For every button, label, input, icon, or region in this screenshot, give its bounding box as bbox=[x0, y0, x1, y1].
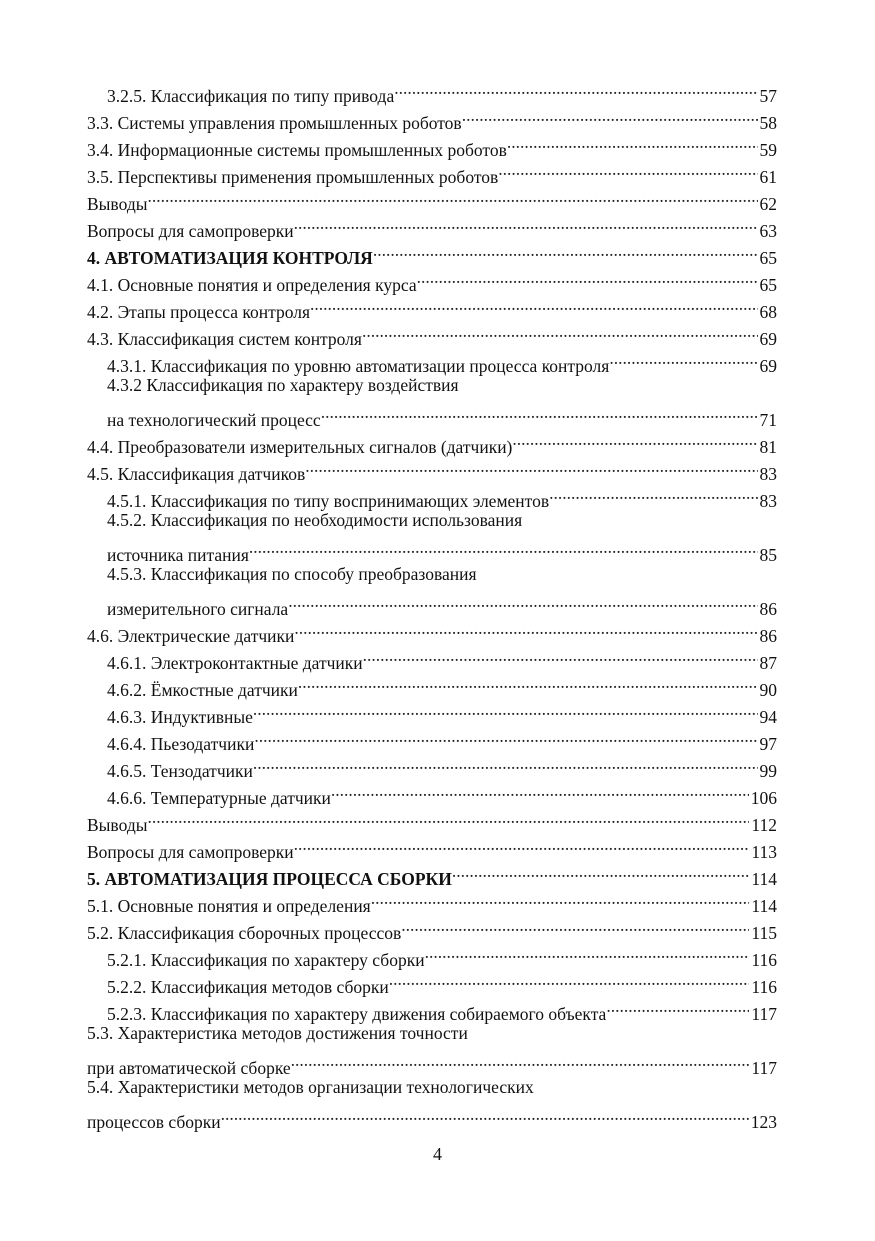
toc-entry-page: 59 bbox=[759, 140, 777, 160]
toc-entry-page: 58 bbox=[759, 113, 777, 133]
page-number: 4 bbox=[433, 1144, 442, 1164]
toc-entry-page: 69 bbox=[759, 329, 777, 349]
toc-entry-title: Вопросы для самопроверки bbox=[87, 842, 294, 862]
toc-entry[interactable] bbox=[87, 1020, 777, 1047]
dot-leader bbox=[462, 102, 758, 129]
toc-entry-title: 3.2.5. Классификация по типу привода bbox=[107, 86, 395, 106]
dot-leader bbox=[371, 885, 750, 912]
dot-leader bbox=[221, 1101, 749, 1128]
dot-leader bbox=[417, 264, 758, 291]
dot-leader bbox=[298, 669, 758, 696]
toc-entry-title: 4.5.1. Классификация по типу воспринимающих элементов bbox=[107, 491, 550, 511]
toc-entry-title: 4.6.4. Пьезодатчики bbox=[107, 734, 255, 754]
toc-entry-title: 4.4. Преобразователи измерительных сигналов (датчики) bbox=[87, 437, 513, 457]
toc-entry-page: 117 bbox=[751, 1058, 777, 1078]
dot-leader bbox=[609, 345, 757, 372]
toc-entry-title: 4.3. Классификация систем контроля bbox=[87, 329, 362, 349]
dot-leader bbox=[294, 831, 750, 858]
toc-entry-page: 86 bbox=[759, 599, 777, 619]
toc-entry-title: 5.2. Классификация сборочных процессов bbox=[87, 923, 402, 943]
toc-entry-title: 5.4. Характеристики методов организации технологических bbox=[87, 1077, 534, 1097]
toc-entry-title: 4.5.3. Классификация по способу преобразования bbox=[107, 564, 477, 584]
toc-entry-page: 61 bbox=[759, 167, 777, 187]
toc-entry-page: 114 bbox=[751, 896, 777, 916]
toc-entry-title: на технологический процесс bbox=[107, 410, 321, 430]
toc-entry-title: 4.3.2 Классификация по характеру воздействия bbox=[107, 375, 459, 395]
toc-entry-page: 106 bbox=[750, 788, 777, 808]
dot-leader bbox=[310, 291, 757, 318]
toc-entry-page: 85 bbox=[759, 545, 777, 565]
toc-entry-title: 5.2.3. Классификация по характеру движения собираемого объекта bbox=[107, 1004, 607, 1024]
dot-leader bbox=[249, 534, 758, 561]
toc-entry-title: 3.5. Перспективы применения промышленных роботов bbox=[87, 167, 499, 187]
toc-entry-page: 68 bbox=[759, 302, 777, 322]
dot-leader bbox=[294, 615, 757, 642]
dot-leader bbox=[253, 750, 758, 777]
dot-leader bbox=[147, 804, 749, 831]
toc-entry-page: 81 bbox=[759, 437, 777, 457]
toc-entry-page: 114 bbox=[751, 869, 777, 889]
toc-entry-page: 57 bbox=[759, 86, 777, 106]
toc-entry-title: 4.3.1. Классификация по уровню автоматизации процесса контроля bbox=[107, 356, 610, 376]
toc-entry-title: 4.5.2. Классификация по необходимости использования bbox=[107, 510, 523, 530]
dot-leader bbox=[305, 453, 757, 480]
toc-entry[interactable] bbox=[87, 1101, 777, 1132]
toc-entry[interactable] bbox=[87, 210, 777, 241]
toc-entry-page: 90 bbox=[759, 680, 777, 700]
toc-entry[interactable] bbox=[87, 372, 777, 399]
toc-entry-page: 83 bbox=[759, 491, 777, 511]
toc-entry-title: 4.6.2. Ёмкостные датчики bbox=[107, 680, 298, 700]
toc-entry-page: 69 bbox=[759, 356, 777, 376]
toc-entry-page: 117 bbox=[751, 1004, 777, 1024]
dot-leader bbox=[452, 858, 750, 885]
toc-entry-page: 99 bbox=[759, 761, 777, 781]
toc-entry-title: измерительного сигнала bbox=[107, 599, 289, 619]
toc-entry-title: 4.5. Классификация датчиков bbox=[87, 464, 306, 484]
toc-entry[interactable] bbox=[87, 1047, 777, 1078]
toc-entry-title: 5.1. Основные понятия и определения bbox=[87, 896, 371, 916]
toc-entry-page: 71 bbox=[759, 410, 777, 430]
toc-entry[interactable] bbox=[87, 507, 777, 534]
toc-entry-title: 3.3. Системы управления промышленных роботов bbox=[87, 113, 462, 133]
toc-entry-page: 86 bbox=[759, 626, 777, 646]
toc-entry-page: 65 bbox=[759, 248, 777, 268]
dot-leader bbox=[512, 426, 757, 453]
toc-entry-title: 3.4. Информационные системы промышленных роботов bbox=[87, 140, 507, 160]
toc-entry-page: 115 bbox=[751, 923, 777, 943]
toc-entry-page: 97 bbox=[759, 734, 777, 754]
toc-entry-title: 4.2. Этапы процесса контроля bbox=[87, 302, 311, 322]
toc-entry-title: 5. АВТОМАТИЗАЦИЯ ПРОЦЕССА СБОРКИ bbox=[87, 869, 452, 889]
dot-leader bbox=[147, 183, 757, 210]
table-of-contents bbox=[87, 75, 777, 1132]
toc-entry[interactable] bbox=[87, 534, 777, 565]
toc-entry-page: 87 bbox=[759, 653, 777, 673]
dot-leader bbox=[331, 777, 749, 804]
toc-entry[interactable] bbox=[87, 588, 777, 619]
dot-leader bbox=[291, 1047, 750, 1074]
toc-entry-page: 65 bbox=[759, 275, 777, 295]
toc-entry[interactable] bbox=[87, 1074, 777, 1101]
toc-entry-title: 4.6.6. Температурные датчики bbox=[107, 788, 331, 808]
dot-leader bbox=[253, 696, 758, 723]
toc-entry-title: 4.6. Электрические датчики bbox=[87, 626, 295, 646]
toc-entry-title: источника питания bbox=[107, 545, 249, 565]
toc-entry-title: 5.2.2. Классификация методов сборки bbox=[107, 977, 389, 997]
toc-entry-page: 94 bbox=[759, 707, 777, 727]
toc-entry-title: Вопросы для самопроверки bbox=[87, 221, 294, 241]
dot-leader bbox=[425, 939, 750, 966]
toc-entry[interactable] bbox=[87, 831, 777, 862]
dot-leader bbox=[507, 129, 758, 156]
toc-entry-page: 123 bbox=[750, 1112, 777, 1132]
dot-leader bbox=[288, 588, 757, 615]
dot-leader bbox=[294, 210, 758, 237]
toc-entry-page: 63 bbox=[759, 221, 777, 241]
toc-entry-title: 5.2.1. Классификация по характеру сборки bbox=[107, 950, 425, 970]
toc-entry[interactable] bbox=[87, 399, 777, 430]
dot-leader bbox=[389, 966, 750, 993]
toc-entry[interactable] bbox=[87, 183, 777, 214]
toc-entry-title: Выводы bbox=[87, 194, 148, 214]
toc-entry-page: 116 bbox=[751, 977, 777, 997]
toc-entry-title: 4.6.3. Индуктивные bbox=[107, 707, 253, 727]
toc-entry-page: 116 bbox=[751, 950, 777, 970]
toc-entry-page: 83 bbox=[759, 464, 777, 484]
dot-leader bbox=[321, 399, 758, 426]
toc-entry-page: 112 bbox=[751, 815, 777, 835]
toc-entry-page: 113 bbox=[751, 842, 777, 862]
dot-leader bbox=[549, 480, 757, 507]
toc-entry-title: 4. АВТОМАТИЗАЦИЯ КОНТРОЛЯ bbox=[87, 248, 373, 268]
dot-leader bbox=[373, 237, 758, 264]
toc-entry-title: Выводы bbox=[87, 815, 148, 835]
toc-entry[interactable] bbox=[87, 75, 777, 106]
toc-entry-title: процессов сборки bbox=[87, 1112, 221, 1132]
dot-leader bbox=[606, 993, 749, 1020]
toc-entry[interactable] bbox=[87, 804, 777, 835]
dot-leader bbox=[498, 156, 757, 183]
toc-entry-page: 62 bbox=[759, 194, 777, 214]
toc-entry-title: 4.6.5. Тензодатчики bbox=[107, 761, 253, 781]
toc-entry-title: 4.6.1. Электроконтактные датчики bbox=[107, 653, 363, 673]
dot-leader bbox=[362, 318, 758, 345]
toc-entry-title: 4.1. Основные понятия и определения курса bbox=[87, 275, 417, 295]
toc-entry-title: при автоматической сборке bbox=[87, 1058, 291, 1078]
dot-leader bbox=[394, 75, 757, 102]
dot-leader bbox=[254, 723, 757, 750]
dot-leader bbox=[401, 912, 749, 939]
toc-entry[interactable] bbox=[87, 561, 777, 588]
dot-leader bbox=[363, 642, 758, 669]
toc-entry-title: 5.3. Характеристика методов достижения точности bbox=[87, 1023, 468, 1043]
